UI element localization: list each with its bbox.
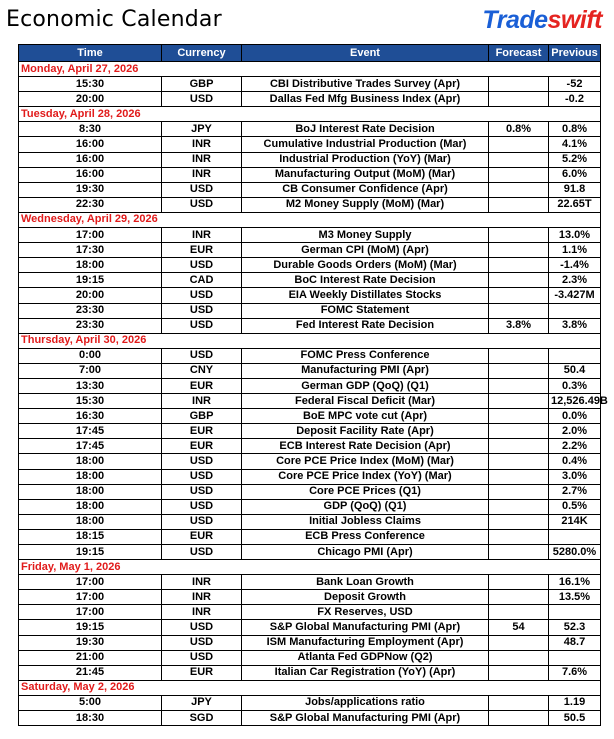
cell-time: 16:00: [19, 137, 162, 152]
table-row: [19, 590, 601, 605]
table-row: [19, 197, 601, 212]
cell-previous: -0.2: [549, 92, 601, 107]
cell-event: Fed Interest Rate Decision: [242, 318, 489, 333]
cell-event: CBI Distributive Trades Survey (Apr): [242, 77, 489, 92]
cell-forecast: [489, 469, 549, 484]
cell-time: 18:00: [19, 258, 162, 273]
table-row: [19, 635, 601, 650]
cell-currency: JPY: [162, 695, 242, 710]
cell-time: 19:15: [19, 620, 162, 635]
cell-time: 18:00: [19, 514, 162, 529]
table-row: [19, 137, 601, 152]
cell-previous: 50.5: [549, 711, 601, 726]
column-header-previous: Previous: [549, 45, 601, 62]
cell-forecast: 54: [489, 620, 549, 635]
cell-previous: 2.3%: [549, 273, 601, 288]
table-row: [19, 665, 601, 680]
cell-currency: USD: [162, 620, 242, 635]
table-row: [19, 273, 601, 288]
cell-currency: INR: [162, 605, 242, 620]
cell-currency: EUR: [162, 529, 242, 544]
cell-time: 17:00: [19, 605, 162, 620]
cell-event: EIA Weekly Distillates Stocks: [242, 288, 489, 303]
table-row: [19, 348, 601, 363]
cell-previous: 0.3%: [549, 378, 601, 393]
cell-previous: 0.5%: [549, 499, 601, 514]
cell-forecast: [489, 499, 549, 514]
cell-forecast: [489, 363, 549, 378]
cell-forecast: [489, 665, 549, 680]
cell-event: ECB Interest Rate Decision (Apr): [242, 439, 489, 454]
cell-previous: -3.427M: [549, 288, 601, 303]
cell-event: GDP (QoQ) (Q1): [242, 499, 489, 514]
cell-time: 22:30: [19, 197, 162, 212]
cell-event: BoE MPC vote cut (Apr): [242, 409, 489, 424]
cell-forecast: [489, 529, 549, 544]
cell-previous: 48.7: [549, 635, 601, 650]
day-label: Friday, May 1, 2026: [19, 560, 601, 575]
cell-event: Deposit Facility Rate (Apr): [242, 424, 489, 439]
cell-currency: INR: [162, 394, 242, 409]
cell-forecast: [489, 348, 549, 363]
cell-forecast: [489, 545, 549, 560]
cell-time: 19:30: [19, 635, 162, 650]
cell-time: 18:00: [19, 469, 162, 484]
cell-event: Chicago PMI (Apr): [242, 545, 489, 560]
cell-forecast: [489, 182, 549, 197]
cell-forecast: 3.8%: [489, 318, 549, 333]
cell-event: Core PCE Price Index (YoY) (Mar): [242, 469, 489, 484]
cell-forecast: [489, 152, 549, 167]
cell-event: Core PCE Prices (Q1): [242, 484, 489, 499]
day-label: Tuesday, April 28, 2026: [19, 107, 601, 122]
table-row: [19, 152, 601, 167]
cell-event: M3 Money Supply: [242, 228, 489, 243]
cell-previous: 22.65T: [549, 197, 601, 212]
table-row: [19, 394, 601, 409]
cell-event: FOMC Statement: [242, 303, 489, 318]
cell-time: 17:45: [19, 439, 162, 454]
table-row: [19, 514, 601, 529]
cell-currency: GBP: [162, 77, 242, 92]
cell-forecast: [489, 378, 549, 393]
column-header-time: Time: [19, 45, 162, 62]
table-row: [19, 288, 601, 303]
cell-forecast: [489, 258, 549, 273]
cell-currency: GBP: [162, 409, 242, 424]
cell-time: 19:15: [19, 273, 162, 288]
table-row: [19, 529, 601, 544]
cell-time: 7:00: [19, 363, 162, 378]
cell-currency: USD: [162, 635, 242, 650]
cell-currency: USD: [162, 650, 242, 665]
cell-previous: 6.0%: [549, 167, 601, 182]
brand-logo: [482, 6, 602, 35]
cell-event: ISM Manufacturing Employment (Apr): [242, 635, 489, 650]
cell-forecast: [489, 137, 549, 152]
cell-previous: 7.6%: [549, 665, 601, 680]
cell-currency: USD: [162, 469, 242, 484]
cell-previous: [549, 529, 601, 544]
cell-time: 21:00: [19, 650, 162, 665]
cell-previous: 4.1%: [549, 137, 601, 152]
table-row: [19, 122, 601, 137]
column-header-currency: Currency: [162, 45, 242, 62]
cell-event: FX Reserves, USD: [242, 605, 489, 620]
cell-event: Initial Jobless Claims: [242, 514, 489, 529]
cell-previous: 0.4%: [549, 454, 601, 469]
cell-time: 15:30: [19, 394, 162, 409]
cell-forecast: [489, 454, 549, 469]
table-row: [19, 318, 601, 333]
cell-previous: 91.8: [549, 182, 601, 197]
cell-previous: -52: [549, 77, 601, 92]
cell-time: 20:00: [19, 92, 162, 107]
table-row: [19, 424, 601, 439]
cell-previous: 2.7%: [549, 484, 601, 499]
cell-previous: 13.5%: [549, 590, 601, 605]
cell-time: 18:30: [19, 711, 162, 726]
cell-forecast: [489, 514, 549, 529]
cell-event: FOMC Press Conference: [242, 348, 489, 363]
cell-previous: [549, 650, 601, 665]
logo-part-swift: swift: [547, 6, 602, 34]
cell-forecast: [489, 695, 549, 710]
cell-forecast: [489, 650, 549, 665]
cell-currency: INR: [162, 228, 242, 243]
day-label: Monday, April 27, 2026: [19, 62, 601, 77]
table-row: [19, 650, 601, 665]
table-row: [19, 605, 601, 620]
column-header-event: Event: [242, 45, 489, 62]
cell-previous: 12,526.49B: [549, 394, 601, 409]
cell-forecast: [489, 605, 549, 620]
cell-currency: USD: [162, 348, 242, 363]
cell-time: 20:00: [19, 288, 162, 303]
cell-currency: CAD: [162, 273, 242, 288]
cell-time: 16:00: [19, 152, 162, 167]
table-row: [19, 499, 601, 514]
cell-time: 18:00: [19, 499, 162, 514]
cell-time: 8:30: [19, 122, 162, 137]
cell-forecast: [489, 394, 549, 409]
cell-time: 16:00: [19, 167, 162, 182]
cell-event: M2 Money Supply (MoM) (Mar): [242, 197, 489, 212]
day-header-row: [19, 560, 601, 575]
table-row: [19, 228, 601, 243]
cell-previous: 3.0%: [549, 469, 601, 484]
cell-currency: USD: [162, 545, 242, 560]
cell-forecast: [489, 439, 549, 454]
cell-currency: USD: [162, 197, 242, 212]
table-row: [19, 454, 601, 469]
cell-event: ECB Press Conference: [242, 529, 489, 544]
cell-time: 23:30: [19, 303, 162, 318]
table-row: [19, 92, 601, 107]
cell-event: Cumulative Industrial Production (Mar): [242, 137, 489, 152]
cell-event: Atlanta Fed GDPNow (Q2): [242, 650, 489, 665]
cell-event: BoC Interest Rate Decision: [242, 273, 489, 288]
cell-currency: USD: [162, 454, 242, 469]
cell-event: Industrial Production (YoY) (Mar): [242, 152, 489, 167]
cell-time: 15:30: [19, 77, 162, 92]
cell-currency: USD: [162, 318, 242, 333]
day-header-row: [19, 680, 601, 695]
cell-time: 17:00: [19, 228, 162, 243]
cell-currency: SGD: [162, 711, 242, 726]
day-header-row: [19, 107, 601, 122]
cell-previous: 5280.0%: [549, 545, 601, 560]
cell-currency: USD: [162, 499, 242, 514]
cell-forecast: [489, 590, 549, 605]
cell-currency: USD: [162, 182, 242, 197]
cell-time: 16:30: [19, 409, 162, 424]
cell-currency: USD: [162, 514, 242, 529]
cell-previous: 16.1%: [549, 575, 601, 590]
cell-previous: 13.0%: [549, 228, 601, 243]
economic-calendar-table: [18, 44, 608, 726]
table-row: [19, 620, 601, 635]
cell-event: Core PCE Price Index (MoM) (Mar): [242, 454, 489, 469]
cell-forecast: [489, 303, 549, 318]
cell-currency: EUR: [162, 378, 242, 393]
cell-event: German GDP (QoQ) (Q1): [242, 378, 489, 393]
cell-currency: EUR: [162, 665, 242, 680]
cell-currency: CNY: [162, 363, 242, 378]
table-body: [19, 62, 608, 726]
cell-time: 18:00: [19, 484, 162, 499]
cell-forecast: [489, 273, 549, 288]
cell-forecast: 0.8%: [489, 122, 549, 137]
cell-currency: EUR: [162, 243, 242, 258]
cell-currency: INR: [162, 152, 242, 167]
cell-event: German CPI (MoM) (Apr): [242, 243, 489, 258]
day-label: Saturday, May 2, 2026: [19, 680, 601, 695]
cell-forecast: [489, 92, 549, 107]
cell-currency: INR: [162, 137, 242, 152]
cell-previous: -1.4%: [549, 258, 601, 273]
cell-previous: 0.8%: [549, 122, 601, 137]
day-label: Wednesday, April 29, 2026: [19, 212, 601, 227]
cell-previous: 1.1%: [549, 243, 601, 258]
cell-forecast: [489, 575, 549, 590]
cell-previous: [549, 605, 601, 620]
cell-time: 17:45: [19, 424, 162, 439]
cell-forecast: [489, 484, 549, 499]
table-row: [19, 77, 601, 92]
cell-time: 19:30: [19, 182, 162, 197]
cell-time: 21:45: [19, 665, 162, 680]
cell-currency: INR: [162, 590, 242, 605]
cell-currency: INR: [162, 575, 242, 590]
cell-currency: USD: [162, 484, 242, 499]
cell-previous: [549, 348, 601, 363]
cell-forecast: [489, 228, 549, 243]
day-header-row: [19, 333, 601, 348]
cell-currency: EUR: [162, 439, 242, 454]
cell-forecast: [489, 197, 549, 212]
cell-event: Durable Goods Orders (MoM) (Mar): [242, 258, 489, 273]
logo-part-trade: Trade: [482, 6, 548, 34]
table-header-row: [19, 45, 601, 62]
cell-forecast: [489, 167, 549, 182]
cell-currency: USD: [162, 303, 242, 318]
cell-event: S&P Global Manufacturing PMI (Apr): [242, 620, 489, 635]
table-row: [19, 378, 601, 393]
table-row: [19, 469, 601, 484]
day-label: Thursday, April 30, 2026: [19, 333, 601, 348]
cell-time: 13:30: [19, 378, 162, 393]
page-header: [0, 0, 614, 44]
table-row: [19, 409, 601, 424]
cell-forecast: [489, 288, 549, 303]
cell-event: Dallas Fed Mfg Business Index (Apr): [242, 92, 489, 107]
cell-currency: INR: [162, 167, 242, 182]
cell-currency: USD: [162, 288, 242, 303]
table-row: [19, 363, 601, 378]
cell-time: 0:00: [19, 348, 162, 363]
cell-event: Manufacturing PMI (Apr): [242, 363, 489, 378]
cell-event: BoJ Interest Rate Decision: [242, 122, 489, 137]
table-row: [19, 575, 601, 590]
column-header-forecast: Forecast: [489, 45, 549, 62]
cell-previous: 2.2%: [549, 439, 601, 454]
cell-event: Federal Fiscal Deficit (Mar): [242, 394, 489, 409]
cell-forecast: [489, 424, 549, 439]
cell-event: CB Consumer Confidence (Apr): [242, 182, 489, 197]
table-row: [19, 695, 601, 710]
cell-previous: 52.3: [549, 620, 601, 635]
cell-previous: 2.0%: [549, 424, 601, 439]
cell-time: 18:00: [19, 454, 162, 469]
cell-event: Italian Car Registration (YoY) (Apr): [242, 665, 489, 680]
table-row: [19, 711, 601, 726]
cell-previous: 5.2%: [549, 152, 601, 167]
table-row: [19, 439, 601, 454]
cell-previous: 3.8%: [549, 318, 601, 333]
day-header-row: [19, 62, 601, 77]
cell-event: Bank Loan Growth: [242, 575, 489, 590]
cell-forecast: [489, 711, 549, 726]
table-row: [19, 182, 601, 197]
cell-forecast: [489, 243, 549, 258]
cell-currency: JPY: [162, 122, 242, 137]
table-row: [19, 167, 601, 182]
cell-forecast: [489, 409, 549, 424]
cell-time: 23:30: [19, 318, 162, 333]
page-title: Economic Calendar: [6, 7, 222, 32]
table-row: [19, 303, 601, 318]
cell-previous: 50.4: [549, 363, 601, 378]
cell-time: 17:00: [19, 575, 162, 590]
cell-forecast: [489, 635, 549, 650]
cell-time: 19:15: [19, 545, 162, 560]
cell-time: 18:15: [19, 529, 162, 544]
cell-event: Jobs/applications ratio: [242, 695, 489, 710]
day-header-row: [19, 212, 601, 227]
cell-event: S&P Global Manufacturing PMI (Apr): [242, 711, 489, 726]
cell-previous: [549, 303, 601, 318]
cell-currency: EUR: [162, 424, 242, 439]
cell-time: 17:00: [19, 590, 162, 605]
cell-event: Deposit Growth: [242, 590, 489, 605]
cell-previous: 214K: [549, 514, 601, 529]
cell-forecast: [489, 77, 549, 92]
cell-time: 17:30: [19, 243, 162, 258]
cell-currency: USD: [162, 92, 242, 107]
cell-event: Manufacturing Output (MoM) (Mar): [242, 167, 489, 182]
cell-time: 5:00: [19, 695, 162, 710]
cell-previous: 1.19: [549, 695, 601, 710]
table-row: [19, 545, 601, 560]
cell-currency: USD: [162, 258, 242, 273]
table-row: [19, 484, 601, 499]
table-row: [19, 243, 601, 258]
cell-previous: 0.0%: [549, 409, 601, 424]
table-row: [19, 258, 601, 273]
